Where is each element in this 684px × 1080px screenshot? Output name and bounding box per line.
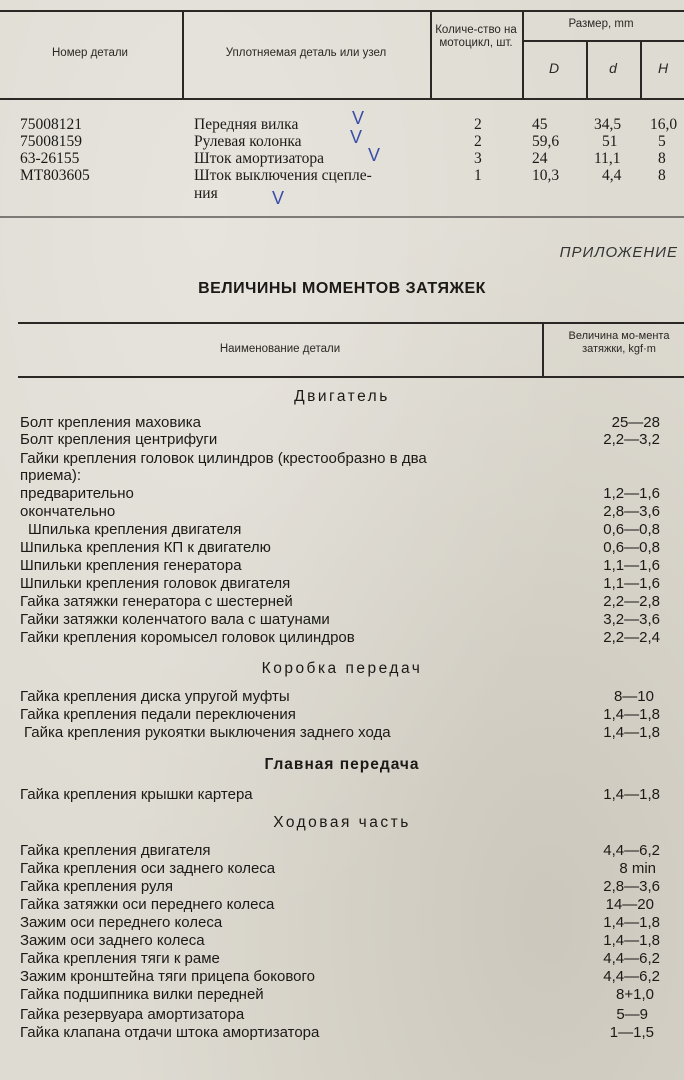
row-value: 8 min bbox=[619, 860, 656, 877]
row-value: 0,6—0,8 bbox=[603, 521, 660, 538]
row-name: предварительно bbox=[20, 485, 134, 502]
row-value: 4,4—6,2 bbox=[603, 968, 660, 985]
torque-row bbox=[0, 521, 684, 538]
row-value: 2,2—3,2 bbox=[603, 431, 660, 448]
pen-check-mark: V bbox=[350, 127, 363, 147]
part-H: 8 bbox=[658, 167, 666, 184]
table1-col-divider bbox=[430, 12, 432, 98]
row-name: Гайка подшипника вилки передней bbox=[20, 986, 264, 1003]
header-size-D: D bbox=[548, 60, 560, 76]
row-value: 4,4—6,2 bbox=[603, 950, 660, 967]
table1-size-subrule bbox=[522, 40, 684, 42]
row-name: Шпилька крепления КП к двигателю bbox=[20, 539, 271, 556]
row-name: Гайка крепления тяги к раме bbox=[20, 950, 220, 967]
part-qty: 2 bbox=[474, 133, 482, 150]
table1-col-divider bbox=[522, 12, 524, 98]
torque-row bbox=[0, 629, 684, 646]
row-name: Гайка крепления двигателя bbox=[20, 842, 211, 859]
row-value: 25—28 bbox=[611, 414, 660, 431]
torque-row bbox=[0, 575, 684, 592]
torque-row bbox=[0, 611, 684, 628]
row-value: 1,4—1,8 bbox=[603, 914, 660, 931]
row-value: 1,4—1,8 bbox=[603, 724, 660, 741]
row-name: Гайка резервуара амортизатора bbox=[20, 1006, 245, 1023]
part-qty: 2 bbox=[474, 116, 482, 133]
part-name-continuation: ния bbox=[194, 185, 218, 202]
row-value: 5—9 bbox=[616, 1006, 648, 1023]
torque-row bbox=[0, 450, 684, 467]
header-part-number: Номер детали bbox=[52, 47, 128, 59]
row-value: 3,2—3,6 bbox=[603, 611, 660, 628]
section-title-chassis: Ходовая часть bbox=[273, 814, 411, 831]
header-size: Размер, mm bbox=[568, 18, 634, 30]
row-name: Гайка крепления диска упругой муфты bbox=[20, 688, 290, 705]
part-name: Шток выключения сцепле- bbox=[194, 167, 372, 184]
row-name: Гайки крепления коромысел головок цилиндров bbox=[20, 629, 355, 646]
torque-row bbox=[0, 593, 684, 610]
torque-row bbox=[0, 860, 684, 877]
pen-check-mark: V bbox=[352, 108, 365, 128]
row-name: Зажим оси переднего колеса bbox=[20, 914, 223, 931]
row-value: 1,1—1,6 bbox=[603, 575, 660, 592]
header-quantity: Количе-ство на мотоцикл, шт. bbox=[435, 24, 517, 49]
header-torque: Величина мо-мента затяжки, kgf·m bbox=[568, 330, 670, 355]
table1-header-rule bbox=[0, 98, 684, 100]
row-value: 2,8—3,6 bbox=[603, 878, 660, 895]
part-number: 75008159 bbox=[20, 133, 82, 150]
row-value: 4,4—6,2 bbox=[603, 842, 660, 859]
pen-check-mark: V bbox=[272, 188, 285, 208]
row-name: Зажим кронштейна тяги прицепа бокового bbox=[20, 968, 315, 985]
torque-row bbox=[0, 724, 684, 741]
section-title-gearbox: Коробка передач bbox=[261, 660, 423, 677]
row-name: Гайка затяжки оси переднего колеса bbox=[20, 896, 275, 913]
header-part-name: Наименование детали bbox=[219, 343, 341, 355]
row-value: 1—1,5 bbox=[609, 1024, 654, 1041]
part-D: 24 bbox=[532, 150, 548, 167]
row-name: Болт крепления центрифуги bbox=[20, 431, 218, 448]
row-name: Зажим оси заднего колеса bbox=[20, 932, 205, 949]
header-sealed-part: Уплотняемая деталь или узел bbox=[225, 47, 387, 59]
table1-col-divider bbox=[640, 42, 642, 98]
table1-bottom-rule bbox=[0, 216, 684, 218]
row-value: 1,4—1,8 bbox=[603, 706, 660, 723]
part-qty: 3 bbox=[474, 150, 482, 167]
row-name: Гайка крепления крышки картера bbox=[20, 786, 253, 803]
page-title: ВЕЛИЧИНЫ МОМЕНТОВ ЗАТЯЖЕК bbox=[198, 280, 486, 297]
row-value: 1,2—1,6 bbox=[603, 485, 660, 502]
row-value: 2,2—2,8 bbox=[603, 593, 660, 610]
torque-row bbox=[0, 414, 684, 431]
part-name: Передняя вилка bbox=[194, 116, 299, 133]
header-size-d: d bbox=[609, 60, 617, 76]
torque-row bbox=[0, 842, 684, 859]
part-qty: 1 bbox=[474, 167, 482, 184]
row-value: 2,8—3,6 bbox=[603, 503, 660, 520]
row-name: Гайка крепления руля bbox=[20, 878, 174, 895]
part-d: 4,4 bbox=[602, 167, 622, 184]
table2-col-divider bbox=[542, 324, 544, 376]
row-name: Болт крепления маховика bbox=[20, 414, 201, 431]
part-H: 8 bbox=[658, 150, 666, 167]
torque-row bbox=[0, 786, 684, 803]
appendix-label: ПРИЛОЖЕНИЕ bbox=[559, 244, 678, 261]
torque-row bbox=[0, 950, 684, 967]
part-H: 16,0 bbox=[650, 116, 678, 133]
torque-row bbox=[0, 467, 684, 484]
row-name: Гайка клапана отдачи штока амортизатора bbox=[20, 1024, 320, 1041]
torque-row bbox=[0, 431, 684, 448]
torque-row bbox=[0, 485, 684, 502]
row-name: Шпильки крепления головок двигателя bbox=[20, 575, 291, 592]
part-D: 10,3 bbox=[532, 167, 560, 184]
row-value: 1,1—1,6 bbox=[603, 557, 660, 574]
row-value: 1,4—1,8 bbox=[603, 932, 660, 949]
torque-row bbox=[0, 503, 684, 520]
row-value: 1,4—1,8 bbox=[603, 786, 660, 803]
part-d: 11,1 bbox=[594, 150, 621, 167]
part-d: 51 bbox=[602, 133, 618, 150]
row-name: Шпильки крепления генератора bbox=[20, 557, 242, 574]
table2-header-rule bbox=[18, 376, 684, 378]
row-value: 2,2—2,4 bbox=[603, 629, 660, 646]
pen-check-mark: V bbox=[368, 145, 381, 165]
part-number: 75008121 bbox=[20, 116, 82, 133]
row-name: окончательно bbox=[20, 503, 116, 520]
torque-row bbox=[0, 932, 684, 949]
row-value: 14—20 bbox=[605, 896, 654, 913]
table2-top-rule bbox=[18, 322, 684, 324]
part-H: 5 bbox=[658, 133, 666, 150]
row-name: Гайки крепления головок цилиндров (крестообразно в два bbox=[20, 450, 427, 467]
part-d: 34,5 bbox=[594, 116, 622, 133]
part-name: Рулевая колонка bbox=[194, 133, 302, 150]
table1-top-rule bbox=[0, 10, 684, 12]
row-name: Гайка крепления педали переключения bbox=[20, 706, 296, 723]
row-name: Гайки затяжки коленчатого вала с шатунами bbox=[20, 611, 330, 628]
torque-row bbox=[0, 878, 684, 895]
torque-row bbox=[0, 914, 684, 931]
part-D: 59,6 bbox=[532, 133, 560, 150]
row-name: приема): bbox=[20, 467, 82, 484]
part-number: МТ803605 bbox=[20, 167, 90, 184]
torque-row bbox=[0, 688, 684, 705]
torque-row bbox=[0, 896, 684, 913]
row-name: Гайка крепления рукоятки выключения заднего хода bbox=[24, 724, 391, 741]
torque-row bbox=[0, 557, 684, 574]
torque-row bbox=[0, 986, 684, 1003]
part-name: Шток амортизатора bbox=[194, 150, 324, 167]
table1-col-divider bbox=[586, 42, 588, 98]
torque-row bbox=[0, 968, 684, 985]
torque-row bbox=[0, 1024, 684, 1041]
row-value: 0,6—0,8 bbox=[603, 539, 660, 556]
part-D: 45 bbox=[532, 116, 548, 133]
row-value: 8+1,0 bbox=[616, 986, 654, 1003]
torque-row bbox=[0, 1006, 684, 1023]
part-number: 63-26155 bbox=[20, 150, 80, 167]
section-title-final-drive: Главная передача bbox=[264, 756, 420, 773]
row-value: 8—10 bbox=[613, 688, 654, 705]
section-title-engine: Двигатель bbox=[294, 388, 390, 405]
row-name: Гайка затяжки генератора с шестерней bbox=[20, 593, 293, 610]
row-name: Шпилька крепления двигателя bbox=[28, 521, 242, 538]
torque-row bbox=[0, 706, 684, 723]
row-name: Гайка крепления оси заднего колеса bbox=[20, 860, 276, 877]
header-size-H: H bbox=[657, 60, 669, 76]
torque-row bbox=[0, 539, 684, 556]
table1-col-divider bbox=[182, 12, 184, 98]
